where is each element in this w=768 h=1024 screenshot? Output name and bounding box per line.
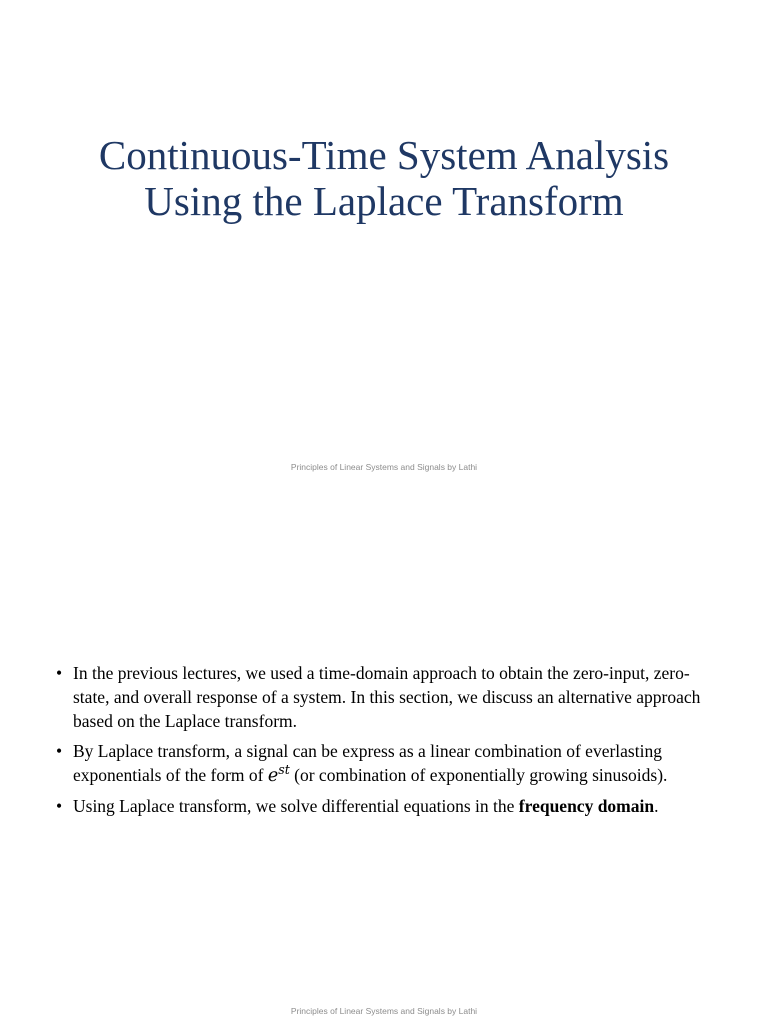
bullet-text: (or combination of exponentially growing sinusoids). bbox=[289, 765, 668, 785]
title-slide bbox=[0, 0, 768, 510]
bullet-marker: • bbox=[56, 663, 63, 683]
slide-title: Continuous-Time System Analysis Using the Laplace Transform bbox=[98, 132, 670, 224]
bullet-text: Using Laplace transform, we solve differential equations in the bbox=[73, 796, 519, 816]
bullet-list bbox=[56, 661, 716, 824]
bullet-item bbox=[56, 739, 716, 788]
bullet-item bbox=[56, 661, 716, 733]
bullet-marker: • bbox=[56, 796, 63, 816]
bullet-text: . bbox=[654, 796, 659, 816]
bullet-marker: • bbox=[56, 741, 63, 761]
bullet-text: By Laplace transform, a signal can be express as a linear combination of everlasting exponentials of the form of bbox=[73, 741, 662, 785]
math-expression bbox=[267, 762, 290, 786]
slide-footer: Principles of Linear Systems and Signals by Lathi bbox=[290, 1006, 478, 1016]
bold-term: frequency domain bbox=[518, 796, 655, 816]
slide-footer: Principles of Linear Systems and Signals by Lathi bbox=[290, 462, 478, 472]
bullet-text: In the previous lectures, we used a time-domain approach to obtain the zero-input, zero-state, and overall response of a system. In this section, we discuss an alternative approach based on the Laplace transform. bbox=[73, 663, 701, 731]
math-exponent: st bbox=[278, 762, 290, 778]
content-slide bbox=[0, 512, 768, 1024]
math-base: e bbox=[267, 766, 279, 786]
bullet-item bbox=[56, 794, 716, 818]
